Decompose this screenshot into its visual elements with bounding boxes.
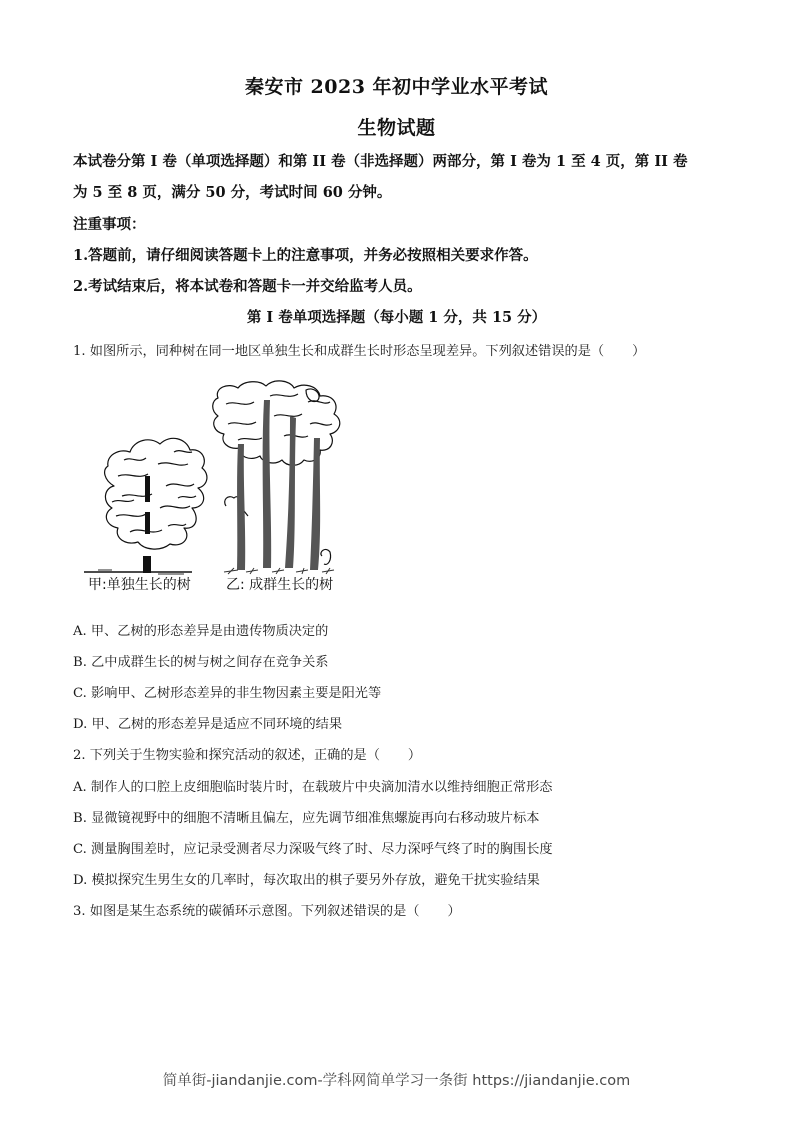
figure-caption-single-tree: 甲:单独生长的树 [88, 577, 191, 593]
single-tree-trunk-upper [145, 476, 150, 502]
intro-line-1: 本试卷分第 I 卷（单项选择题）和第 II 卷（非选择题）两部分，第 I 卷为 1 至 4 页，第 II 卷 [73, 153, 688, 170]
single-tree-trunk-mid [145, 512, 150, 534]
question-1-option-b: B. 乙中成群生长的树与树之间存在竞争关系 [73, 655, 329, 670]
question-1-option-c: C. 影响甲、乙树形态差异的非生物因素主要是阳光等 [73, 686, 382, 701]
question-2-option-c: C. 测量胸围差时，应记录受测者尽力深吸气终了时、尽力深呼气终了时的胸围长度 [73, 842, 553, 857]
exam-subject-title: 生物试题 [357, 117, 436, 139]
note-item-2: 2.考试结束后，将本试卷和答题卡一并交给监考人员。 [73, 278, 422, 295]
question-1-option-d: D. 甲、乙树的形态差异是适应不同环境的结果 [73, 717, 343, 732]
question-1-stem-close: ） [632, 344, 646, 359]
question-1-option-a: A. 甲、乙树的形态差异是由遗传物质决定的 [73, 624, 329, 639]
question-3-stem-text: 3. 如图是某生态系统的碳循环示意图。下列叙述错误的是（ [73, 904, 420, 919]
tree-comparison-figure [78, 376, 358, 598]
intro-line-2: 为 5 至 8 页，满分 50 分，考试时间 60 分钟。 [73, 184, 392, 201]
question-2-stem-text: 2. 下列关于生物实验和探究活动的叙述，正确的是（ [73, 748, 380, 763]
group-trees-drawing [213, 381, 340, 564]
single-tree-trunk-base [143, 556, 151, 573]
notes-heading: 注重事项： [73, 216, 146, 233]
question-2-stem [73, 744, 421, 763]
question-3-stem [73, 900, 461, 919]
question-1-stem [73, 340, 645, 359]
exam-title: 秦安市 2023 年初中学业水平考试 [244, 76, 549, 98]
question-1-stem-text: 1. 如图所示，同种树在同一地区单独生长和成群生长时形态呈现差异。下列叙述错误的是（ [73, 344, 605, 359]
question-2-stem-close: ） [407, 748, 422, 763]
tree-illustration [78, 376, 358, 576]
note-item-1: 1.答题前，请仔细阅读答题卡上的注意事项，并务必按照相关要求作答。 [73, 247, 538, 264]
question-3-stem-close: ） [447, 904, 461, 919]
figure-caption-group-trees: 乙: 成群生长的树 [226, 577, 334, 593]
question-2-option-b: B. 显微镜视野中的细胞不清晰且偏左，应先调节细准焦螺旋再向右移动玻片标本 [73, 811, 540, 826]
single-tree-drawing [84, 438, 207, 574]
question-2-option-d: D. 模拟探究生男生女的几率时，每次取出的棋子要另外存放，避免干扰实验结果 [73, 873, 540, 888]
question-2-option-a: A. 制作人的口腔上皮细胞临时装片时，在载玻片中央滴加清水以维持细胞正常形态 [73, 780, 553, 795]
group-tree-trunks [237, 400, 320, 570]
page-footer-watermark: 简单街-jiandanjie.com-学科网简单学习一条街 https://jiandanjie.com [162, 1073, 631, 1089]
section-heading: 第 I 卷单项选择题（每小题 1 分，共 15 分） [246, 309, 547, 326]
